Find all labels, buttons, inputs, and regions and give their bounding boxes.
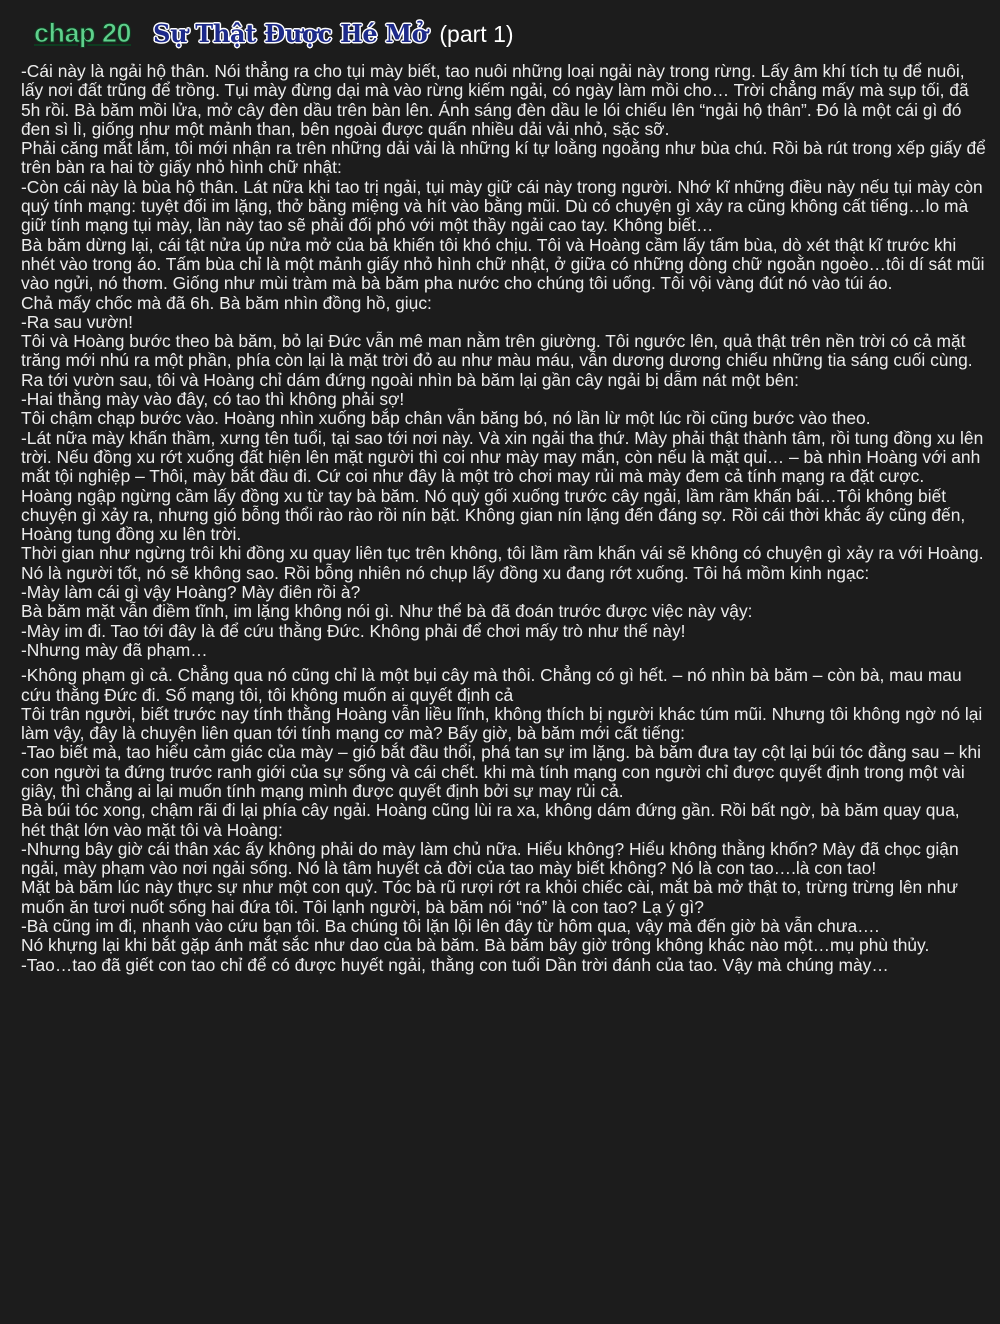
paragraph: Tôi trân người, biết trước nay tính thằng Hoàng vẫn liều lĩnh, không thích bị người khác túm mũi. Nhưng tôi không ngờ nó lại làm vậy, đây là chuyện liên quan tới tính mạng cơ mà? Bấy giờ, bà băm mới cất tiếng: xyxy=(21,703,983,744)
paragraph: -Cái này là ngải hộ thân. Nói thẳng ra cho tụi mày biết, tao nuôi những loại ngải này trong rừng. Lấy âm khí tích tụ để nuôi, lấy nơi đất trũng để trồng. Tụi mày đừng dại mà vào rừng kiếm ngải, có ngày làm mồi cho… Trời chẳng mấy mà sụp tối, đã 5h rồi. Bà băm mồi lửa, mở cây đèn dầu trên bàn lên. Ánh sáng đèn dầu le lói chiếu lên “ngải hộ thân”. Đó là một cái gì đó đen sì lì, giống như một mảnh than, bên ngoài được quấn nhiều dải vải nhỏ, sặc sỡ. xyxy=(21,61,969,139)
paragraph: -Còn cái này là bùa hộ thân. Lát nữa khi tao trị ngải, tụi mày giữ cái này trong người. Nhớ kĩ những điều này nếu tụi mày còn quý tính mạng: tuyệt đối im lặng, thở bằng miệng và hít vào bằng mũi. Dù có chuyện gì xảy ra cũng không cất tiếng…lo mà giữ tính mạng tụi mày, lần này tao sẽ phải đối phó với một thầy ngải cao tay. Không biết… xyxy=(21,176,983,236)
story-text xyxy=(21,62,987,975)
paragraph: Chả mấy chốc mà đã 6h. Bà băm nhìn đồng hồ, giục: xyxy=(21,292,432,313)
paragraph: -Mày im đi. Tao tới đây là để cứu thằng Đức. Không phải để chơi mấy trò như thế này! xyxy=(21,620,686,641)
paragraph: Mặt bà băm lúc này thực sự như một con quỷ. Tóc bà rũ rượi rớt ra khỏi chiếc cài, mắt bà mở thật to, trừng trừng lên như muốn ăn tươi nuốt sống hai đứa tôi. Tôi lạnh người, bà băm nói “nó” là con tao? Lạ ý gì? xyxy=(21,877,958,917)
chapter-number: chap 20 xyxy=(34,18,132,48)
paragraph: Bà búi tóc xong, chậm rãi đi lại phía cây ngải. Hoàng cũng lùi ra xa, không dám đứng gần. Rồi bất ngờ, bà băm quay qua, hét thật lớn vào mặt tôi và Hoàng: xyxy=(21,800,960,840)
paragraph: Tôi và Hoàng bước theo bà băm, bỏ lại Đức vẫn mê man nằm trên giường. Tôi ngước lên, quả thật trên nền trời có cả mặt trăng mới nhú ra một phần, phía còn lại là mặt trời đỏ au như màu máu, vẫn dương dương chiếu những tia sáng cuối cùng. xyxy=(21,331,973,371)
paragraph: Ra tới vườn sau, tôi và Hoàng chỉ dám đứng ngoài nhìn bà băm lại gần cây ngải bị dẫm nát một bên: xyxy=(21,369,799,390)
paragraph: Phải căng mắt lắm, tôi mới nhận ra trên những dải vải là những kí tự loằng ngoằng như bùa chú. Rồi bà rút trong xếp giấy để trên bàn ra hai tờ giấy nhỏ hình chữ nhật: xyxy=(21,138,986,178)
chapter-title: Sự Thật Được Hé Mở xyxy=(153,19,428,48)
paragraph: -Mày làm cái gì vậy Hoàng? Mày điên rồi à? xyxy=(21,582,361,603)
paragraph: Tôi chậm chạp bước vào. Hoàng nhìn xuống bắp chân vẫn băng bó, nó lần lừ một lúc rồi cũng bước vào theo. xyxy=(21,408,871,429)
paragraph: Bà băm dừng lại, cái tật nửa úp nửa mở của bả khiến tôi khó chịu. Tôi và Hoàng cầm lấy tấm bùa, dò xét thật kĩ trước khi nhét vào trong áo. Tấm bùa chỉ là một mảnh giấy nhỏ hình chữ nhật, ở giữa có những dòng chữ ngoằn ngoèo…tôi dí sát mũi vào ngửi, nó thơm. Giống như mùi tràm mà bà băm pha nước cho chúng tôi uống. Tôi vội vàng đút nó vào túi áo. xyxy=(21,234,985,294)
chapter-part: (part 1) xyxy=(439,21,514,47)
paragraph: -Nhưng mày đã phạm… xyxy=(21,639,208,660)
chapter-header xyxy=(30,18,514,56)
paragraph: Hoàng ngập ngừng cầm lấy đồng xu từ tay bà băm. Nó quỳ gối xuống trước cây ngải, lầm rầm khấn bái…Tôi không biết chuyện gì xảy ra, nhưng gió bỗng thổi rào rào rồi nín bặt. Không gian nín lặng đến đáng sợ. Rồi cái thời khắc ấy cũng đến, Hoàng tung đồng xu lên trời. xyxy=(21,485,966,545)
paragraph: Nó khựng lại khi bắt gặp ánh mắt sắc như dao của bà băm. Bà băm bây giờ trông không khác nào một…mụ phù thủy. xyxy=(21,935,930,956)
paragraph: -Bà cũng im đi, nhanh vào cứu bạn tôi. Ba chúng tôi lặn lội lên đây từ hôm qua, vậy mà đến giờ bà vẫn chưa…. xyxy=(21,916,880,937)
paragraph: -Ra sau vườn! xyxy=(21,311,133,332)
paragraph: -Tao biết mà, tao hiểu cảm giác của mày – gió bắt đầu thổi, phá tan sự im lặng. bà băm đưa tay cột lại búi tóc đằng sau – khi con người ta đứng trước ranh giới của sự sống và cái chết. khi mà tính mạng con người chỉ được quyết định trong một vài giây, thì chẳng ai lại muốn tính mạng mình được quyết định bởi sự may rủi cả. xyxy=(21,742,982,801)
paragraph: -Lát nữa mày khấn thầm, xưng tên tuổi, tại sao tới nơi này. Và xin ngải tha thứ. Mày phải thật thành tâm, rồi tung đồng xu lên trời. Nếu đồng xu rớt xuống đất hiện lên mặt người thì coi như mày may mắn, còn nếu là mặt quỉ… – bà nhìn Hoàng với anh mắt tội nghiệp – Thôi, mày bắt đầu đi. Cứ coi như đây là một trò chơi may rủi mà mày đem cả tính mạng ra đặt cược. xyxy=(21,427,984,487)
paragraph: -Tao…tao đã giết con tao chỉ để có được huyết ngải, thằng con tuổi Dần trời đánh của tao. Vậy mà chúng mày… xyxy=(21,954,889,975)
paragraph: Thời gian như ngừng trôi khi đồng xu quay liên tục trên không, tôi lầm rầm khấn vái sẽ không có chuyện gì xảy ra với Hoàng. Nó là người tốt, nó sẽ không sao. Rồi bỗng nhiên nó chụp lấy đồng xu đang rớt xuống. Tôi há mồm kinh ngạc: xyxy=(21,543,984,583)
paragraph: -Hai thằng mày vào đây, có tao thì không phải sợ! xyxy=(21,389,405,410)
paragraph: -Nhưng bây giờ cái thân xác ấy không phải do mày làm chủ nữa. Hiểu không? Hiểu không thằng khốn? Mày đã chọc giận ngải, mày phạm vào nơi ngải sống. Nó là tâm huyết cả đời của tao mày biết không? Nó là con tao….là con tao! xyxy=(21,838,959,879)
paragraph: Bà băm mặt vẫn điềm tĩnh, im lặng không nói gì. Như thể bà đã đoán trước được việc này vậy: xyxy=(21,601,753,622)
paragraph: -Không phạm gì cả. Chẳng qua nó cũng chỉ là một bụi cây mà thôi. Chẳng có gì hết. – nó nhìn bà băm – còn bà, mau mau cứu thằng Đức đi. Số mạng tôi, tôi không muốn ai quyết định cả xyxy=(21,665,962,705)
